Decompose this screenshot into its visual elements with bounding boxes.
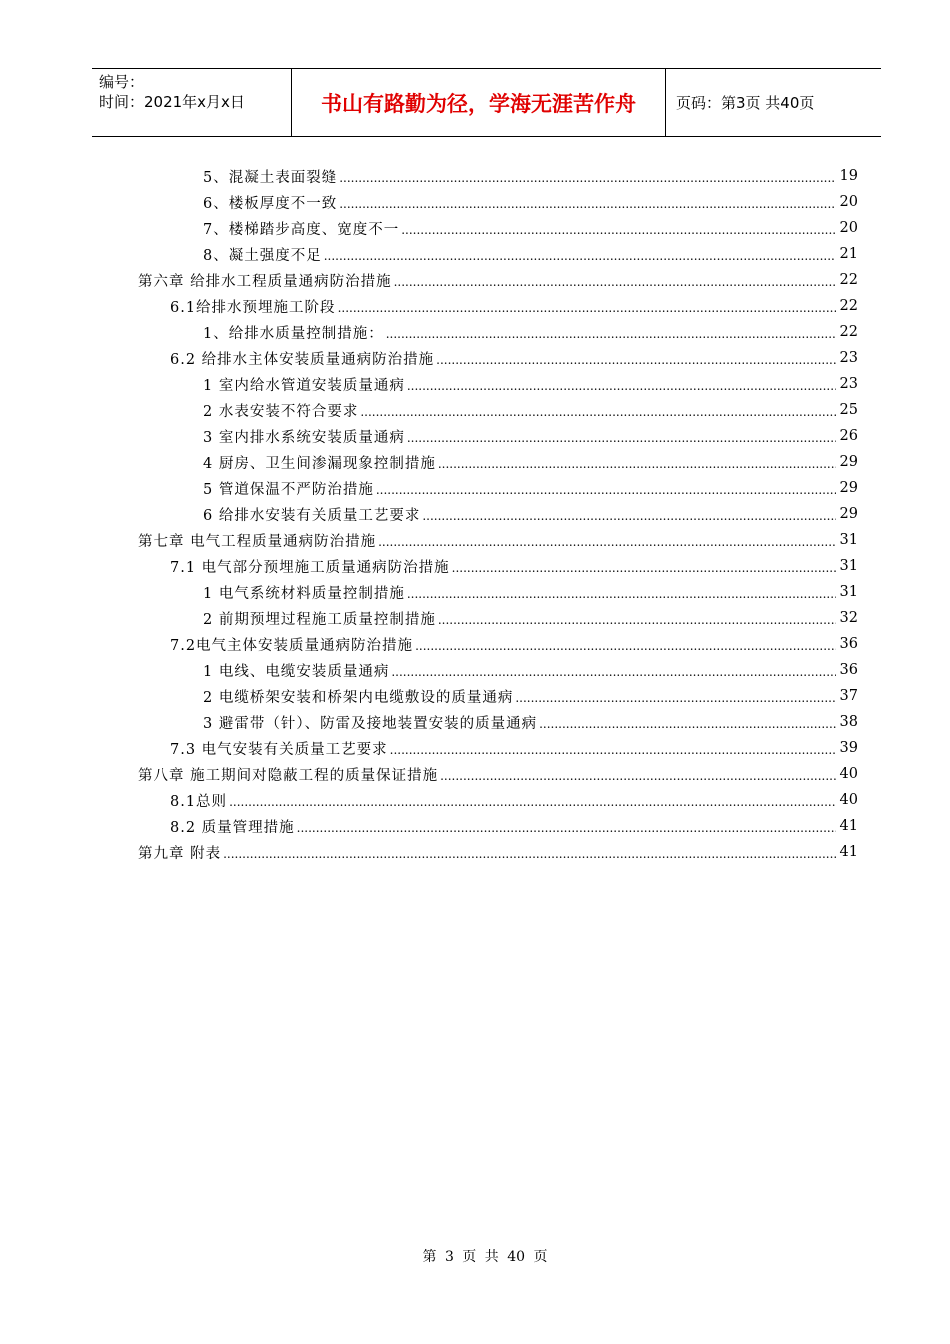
- toc-entry[interactable]: [0, 761, 950, 787]
- toc-leader-dots: [407, 431, 836, 445]
- toc-entry-title: 5、混凝土表面裂缝: [203, 166, 337, 187]
- toc-leader-dots: [324, 249, 836, 263]
- toc-leader-dots: [407, 587, 836, 601]
- toc-entry[interactable]: [0, 319, 950, 345]
- toc-leader-dots: [438, 457, 836, 471]
- toc-entry[interactable]: [0, 241, 950, 267]
- document-number-label: 编号：: [99, 73, 145, 91]
- toc-entry-page: 22: [839, 298, 858, 314]
- toc-entry-page: 38: [839, 714, 858, 730]
- toc-entry-title: 7、楼梯踏步高度、宽度不一: [203, 218, 399, 239]
- toc-entry-page: 36: [839, 636, 858, 652]
- page-header: [92, 68, 881, 137]
- toc-entry-page: 31: [839, 532, 858, 548]
- toc-entry-page: 39: [839, 740, 858, 756]
- toc-entry[interactable]: [0, 709, 950, 735]
- page-footer: 第 3 页 共 40 页: [422, 1249, 548, 1265]
- toc-leader-dots: [394, 275, 836, 289]
- toc-entry-title: 7.2电气主体安装质量通病防治措施: [170, 634, 413, 655]
- toc-leader-dots: [391, 665, 836, 679]
- toc-entry-page: 37: [839, 688, 858, 704]
- toc-leader-dots: [401, 223, 836, 237]
- toc-leader-dots: [438, 613, 836, 627]
- toc-entry-page: 20: [839, 194, 858, 210]
- toc-entry-title: 1 电线、电缆安装质量通病: [203, 660, 389, 681]
- toc-entry[interactable]: [0, 371, 950, 397]
- toc-entry-title: 6 给排水安装有关质量工艺要求: [203, 504, 420, 525]
- toc-entry-page: 22: [839, 272, 858, 288]
- header-motto: 书山有路勤为径，学海无涯苦作舟: [292, 69, 666, 136]
- toc-leader-dots: [297, 821, 836, 835]
- toc-entry-title: 第八章 施工期间对隐蔽工程的质量保证措施: [138, 764, 438, 785]
- toc-entry[interactable]: [0, 267, 950, 293]
- toc-entry[interactable]: [0, 423, 950, 449]
- toc-entry-title: 3 避雷带（针）、防雷及接地装置安装的质量通病: [203, 712, 537, 733]
- table-of-contents: [0, 163, 950, 865]
- toc-entry-title: 1 室内给水管道安装质量通病: [203, 374, 405, 395]
- toc-entry[interactable]: [0, 553, 950, 579]
- toc-entry-page: 40: [839, 792, 858, 808]
- toc-entry-page: 21: [839, 246, 858, 262]
- toc-leader-dots: [407, 379, 836, 393]
- toc-entry[interactable]: [0, 215, 950, 241]
- toc-leader-dots: [339, 197, 836, 211]
- toc-entry-page: 41: [839, 818, 858, 834]
- toc-entry-title: 3 室内排水系统安装质量通病: [203, 426, 405, 447]
- toc-entry[interactable]: [0, 449, 950, 475]
- toc-entry-page: 41: [839, 844, 858, 860]
- toc-entry-title: 6.1给排水预埋施工阶段: [170, 296, 336, 317]
- toc-entry[interactable]: [0, 813, 950, 839]
- toc-entry[interactable]: [0, 631, 950, 657]
- toc-entry-page: 26: [839, 428, 858, 444]
- toc-entry-page: 19: [839, 168, 858, 184]
- header-page-number: 页码：第3页 共40页: [676, 94, 815, 112]
- toc-entry-page: 36: [839, 662, 858, 678]
- toc-leader-dots: [390, 743, 836, 757]
- toc-entry-page: 23: [839, 376, 858, 392]
- toc-entry[interactable]: [0, 657, 950, 683]
- toc-entry[interactable]: [0, 735, 950, 761]
- toc-entry[interactable]: [0, 293, 950, 319]
- toc-entry-page: 22: [839, 324, 858, 340]
- toc-entry-page: 29: [839, 480, 858, 496]
- toc-leader-dots: [415, 639, 836, 653]
- toc-entry-page: 31: [839, 558, 858, 574]
- header-meta: [92, 69, 292, 136]
- toc-entry-title: 4 厨房、卫生间渗漏现象控制措施: [203, 452, 436, 473]
- toc-entry-page: 29: [839, 506, 858, 522]
- toc-entry-page: 31: [839, 584, 858, 600]
- toc-leader-dots: [422, 509, 836, 523]
- toc-entry-title: 1、给排水质量控制措施：: [203, 322, 384, 343]
- toc-entry-page: 23: [839, 350, 858, 366]
- toc-entry-title: 第六章 给排水工程质量通病防治措施: [138, 270, 392, 291]
- toc-leader-dots: [223, 847, 836, 861]
- toc-entry-title: 6、楼板厚度不一致: [203, 192, 337, 213]
- document-time-label: 时间：2021年x月x日: [99, 93, 245, 111]
- toc-entry[interactable]: [0, 163, 950, 189]
- toc-leader-dots: [386, 327, 836, 341]
- toc-entry-title: 8、凝土强度不足: [203, 244, 322, 265]
- toc-leader-dots: [376, 483, 836, 497]
- toc-leader-dots: [338, 301, 836, 315]
- toc-entry-page: 25: [839, 402, 858, 418]
- toc-leader-dots: [339, 171, 836, 185]
- toc-leader-dots: [452, 561, 836, 575]
- toc-leader-dots: [515, 691, 836, 705]
- toc-entry-title: 7.1 电气部分预埋施工质量通病防治措施: [170, 556, 450, 577]
- toc-leader-dots: [539, 717, 836, 731]
- toc-leader-dots: [229, 795, 836, 809]
- toc-leader-dots: [436, 353, 836, 367]
- toc-entry-title: 8.2 质量管理措施: [170, 816, 295, 837]
- toc-entry[interactable]: [0, 189, 950, 215]
- toc-entry-title: 第七章 电气工程质量通病防治措施: [138, 530, 376, 551]
- toc-entry-title: 5 管道保温不严防治措施: [203, 478, 374, 499]
- toc-entry-title: 8.1总则: [170, 790, 227, 811]
- toc-entry-title: 6.2 给排水主体安装质量通病防治措施: [170, 348, 434, 369]
- toc-leader-dots: [440, 769, 836, 783]
- toc-leader-dots: [360, 405, 836, 419]
- toc-entry[interactable]: [0, 527, 950, 553]
- toc-entry-page: 29: [839, 454, 858, 470]
- toc-leader-dots: [378, 535, 836, 549]
- toc-entry-page: 20: [839, 220, 858, 236]
- toc-entry[interactable]: [0, 345, 950, 371]
- toc-entry[interactable]: [0, 683, 950, 709]
- toc-entry[interactable]: [0, 787, 950, 813]
- toc-entry[interactable]: [0, 605, 950, 631]
- toc-entry[interactable]: [0, 475, 950, 501]
- toc-entry-title: 1 电气系统材料质量控制措施: [203, 582, 405, 603]
- toc-entry-title: 2 前期预埋过程施工质量控制措施: [203, 608, 436, 629]
- toc-entry-page: 32: [839, 610, 858, 626]
- toc-entry[interactable]: [0, 397, 950, 423]
- toc-entry-title: 7.3 电气安装有关质量工艺要求: [170, 738, 388, 759]
- toc-entry-page: 40: [839, 766, 858, 782]
- toc-entry-title: 第九章 附表: [138, 842, 221, 863]
- toc-entry[interactable]: [0, 839, 950, 865]
- toc-entry-title: 2 电缆桥架安装和桥架内电缆敷设的质量通病: [203, 686, 513, 707]
- toc-entry[interactable]: [0, 501, 950, 527]
- toc-entry[interactable]: [0, 579, 950, 605]
- toc-entry-title: 2 水表安装不符合要求: [203, 400, 358, 421]
